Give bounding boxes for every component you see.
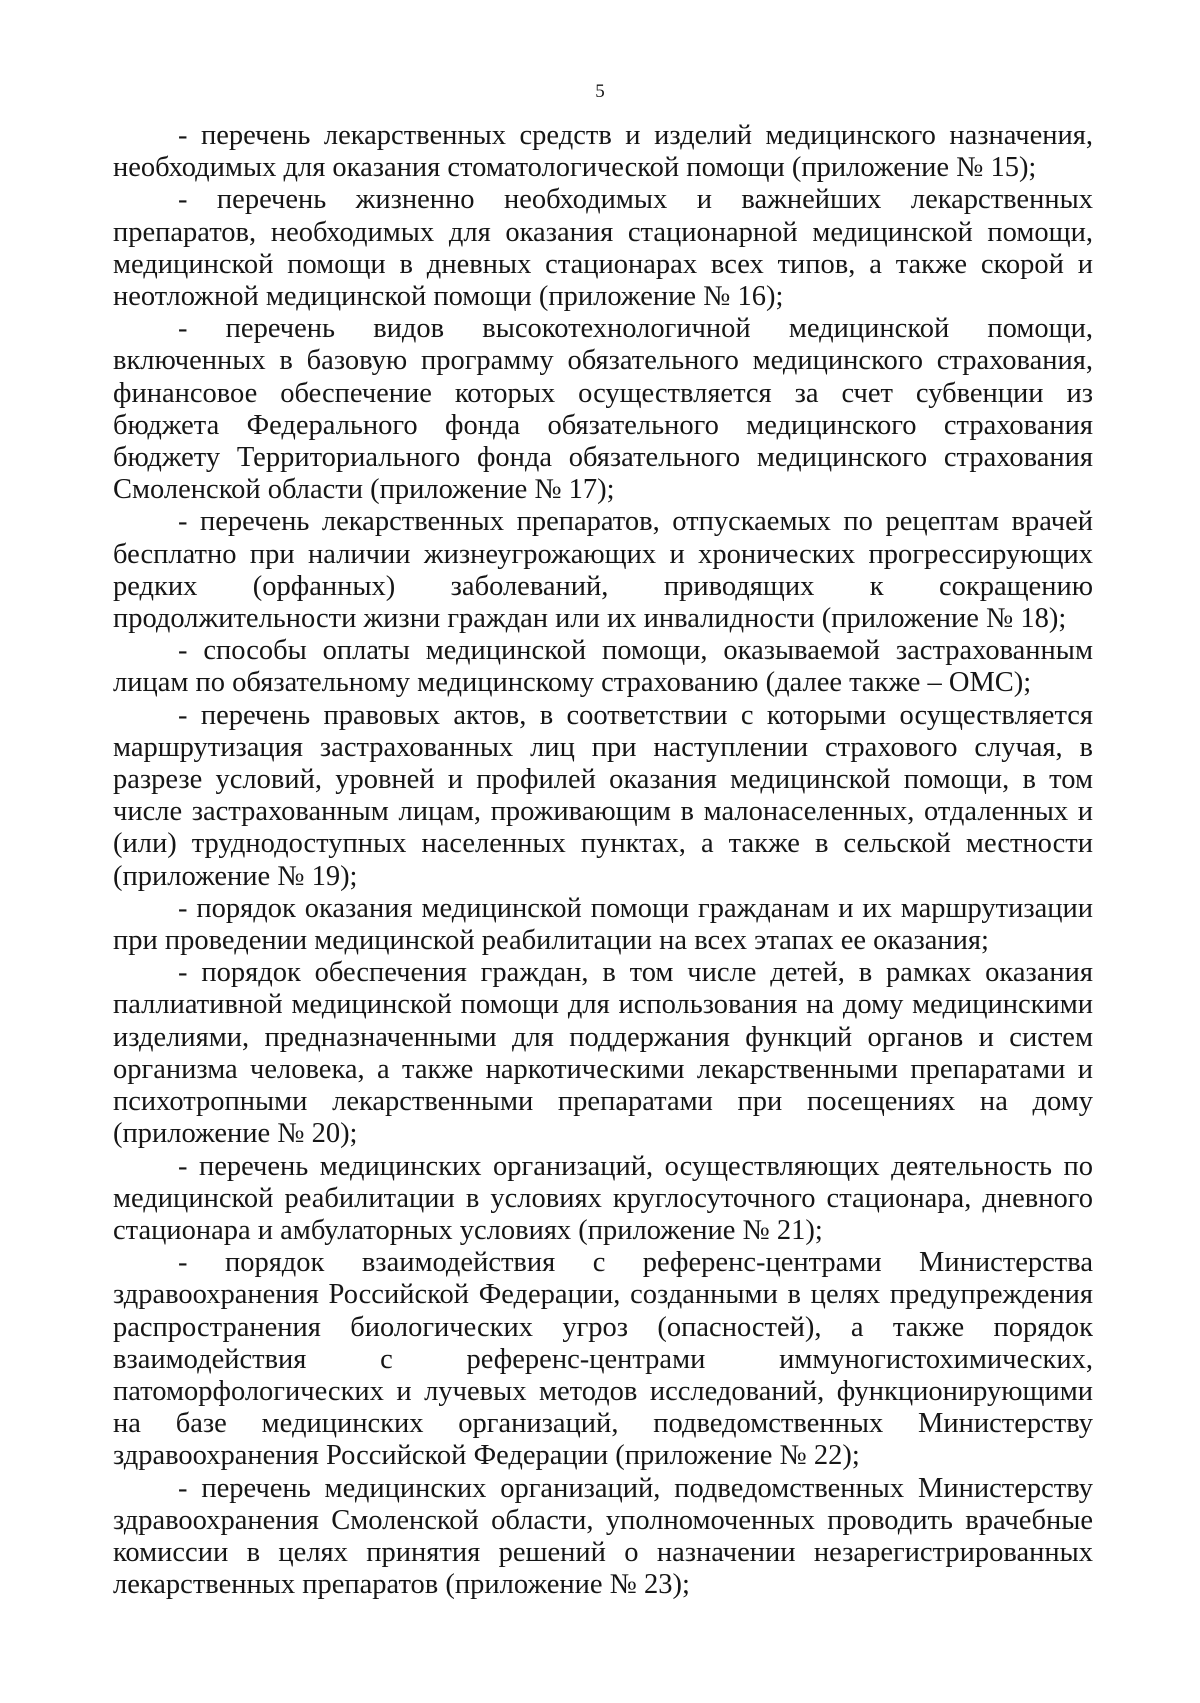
page-number: 5 <box>595 81 605 102</box>
list-item-essential-medicines: - перечень жизненно необходимых и важнейших лекарственных препаратов, необходимых для оказания стационарной медицинской помощи, медицинской помощи в дневных стационарах всех типов, а также скорой и неотложной медицинской помощи (приложение № 16); <box>113 184 1093 313</box>
document-body <box>113 120 1093 1601</box>
list-item-rehabilitation-organizations: - перечень медицинских организаций, осуществляющих деятельность по медицинской реабилитации в условиях круглосуточного стационара, дневного стационара и амбулаторных условиях (приложение № 21); <box>113 1150 1093 1246</box>
list-item-medical-commissions: - перечень медицинских организаций, подведомственных Министерству здравоохранения Смоленской области, уполномоченных проводить врачебные комиссии в целях принятия решений о назначении незарегистрированных лекарственных препаратов (приложение № 23); <box>113 1472 1093 1601</box>
list-item-high-tech-care: - перечень видов высокотехнологичной медицинской помощи, включенных в базовую программу обязательного медицинского страхования, финансовое обеспечение которых осуществляется за счет субвенции из бюджета Федерального фонда обязательного медицинского страхования бюджету Территориального фонда обязательного медицинского страхования Смоленской области (приложение № 17); <box>113 313 1093 506</box>
list-item-orphan-diseases-medicines: - перечень лекарственных препаратов, отпускаемых по рецептам врачей бесплатно при наличии жизнеугрожающих и хронических прогрессирующих редких (орфанных) заболеваний, приводящих к сокращению продолжительности жизни граждан или их инвалидности (приложение № 18); <box>113 506 1093 635</box>
list-item-rehabilitation-order: - порядок оказания медицинской помощи гражданам и их маршрутизации при проведении медицинской реабилитации на всех этапах ее оказания; <box>113 892 1093 957</box>
list-item-routing-legal-acts: - перечень правовых актов, в соответствии с которыми осуществляется маршрутизация застрахованных лиц при наступлении страхового случая, в разрезе условий, уровней и профилей оказания медицинской помощи, в том числе застрахованным лицам, проживающим в малонаселенных, отдаленных и (или) труднодоступных населенных пунктах, а также в сельской местности (приложение № 19); <box>113 699 1093 892</box>
list-item-payment-methods: - способы оплаты медицинской помощи, оказываемой застрахованным лицам по обязательному медицинскому страхованию (далее также – ОМС); <box>113 635 1093 699</box>
list-item-palliative-care-order: - порядок обеспечения граждан, в том числе детей, в рамках оказания паллиативной медицинской помощи для использования на дому медицинскими изделиями, предназначенными для поддержания функций органов и систем организма человека, а также наркотическими лекарственными препаратами и психотропными лекарственными препаратами при посещениях на дому (приложение № 20); <box>113 957 1093 1150</box>
list-item-dental-medicines: - перечень лекарственных средств и изделий медицинского назначения, необходимых для оказания стоматологической помощи (приложение № 15); <box>113 120 1093 184</box>
list-item-reference-centers-order: - порядок взаимодействия с референс-центрами Министерства здравоохранения Российской Федерации, созданными в целях предупреждения распространения биологических угроз (опасностей), а также порядок взаимодействия с референс-центрами иммуногистохимических, патоморфологических и лучевых методов исследований, функционирующими на базе медицинских организаций, подведомственных Министерству здравоохранения Российской Федерации (приложение № 22); <box>113 1247 1093 1472</box>
